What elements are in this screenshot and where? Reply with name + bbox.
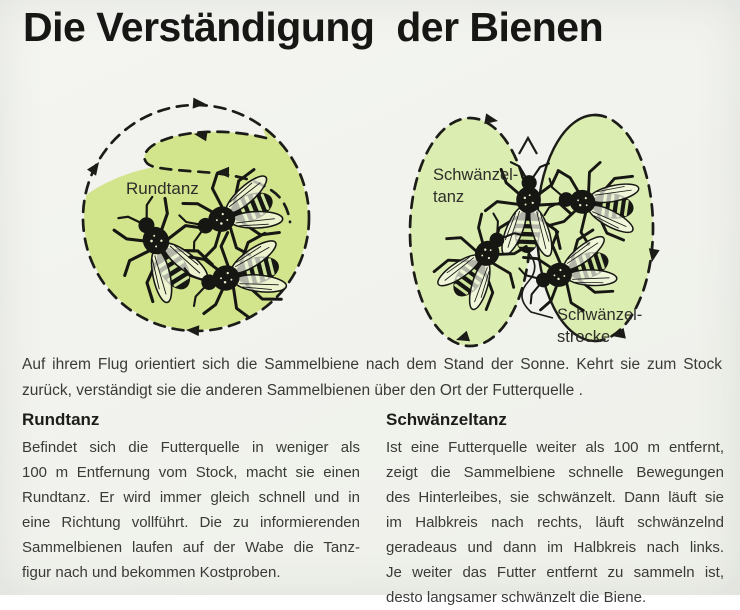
round-dance-label: Rundtanz	[126, 179, 199, 198]
text-line: geradeaus und dann im Halbkreis nach links.	[386, 539, 724, 556]
text-line: im Halbkreis nach rechts, läuft schwänzelnd	[386, 514, 724, 531]
waggle-dance-diagram	[406, 104, 662, 350]
text-line: Befindet sich die Futterquelle in weniger als	[22, 439, 360, 456]
waggle-dance-label: Schwänzel-	[433, 166, 519, 184]
waggle-run-label: strecke	[557, 328, 611, 346]
text-line: zeigt die Sammelbiene schnelle Bewegungen	[386, 464, 724, 481]
section-body	[22, 435, 360, 585]
waggle-run-label: Schwänzel-	[557, 306, 643, 324]
explanation-columns	[22, 410, 724, 610]
section-body	[386, 435, 724, 610]
text-line: eine Richtung vollführt. Die zu informierenden	[22, 514, 360, 531]
text-line: Je weiter das Futter entfernt zu sammeln ist,	[386, 564, 724, 581]
waggle-dance-label: tanz	[433, 188, 465, 206]
direction-arrow-icon	[519, 138, 537, 154]
intro-paragraph	[22, 352, 722, 404]
text-line: Ist eine Futterquelle weiter als 100 m entfernt,	[386, 439, 724, 456]
section-heading: Rundtanz	[22, 410, 100, 429]
section-heading: Schwänzeltanz	[386, 410, 507, 429]
text-line: Rundtanz. Er wird immer gleich schnell und in	[22, 489, 360, 506]
section-rundtanz	[22, 410, 360, 610]
text-line: Auf ihrem Flug orientiert sich die Sammelbiene nach dem Stand der Sonne. Kehrt sie zum Stock	[22, 356, 722, 373]
text-line: Sammelbienen laufen auf der Wabe die Tanz-	[22, 539, 360, 556]
text-line: figur nach und bekommen Kostproben.	[22, 564, 281, 581]
page-title: Die Verständigung der Bienen	[23, 4, 604, 50]
text-line: des Hinterleibes, sie schwänzelt. Dann läuft sie	[386, 489, 724, 506]
section-schwaenzeltanz	[386, 410, 724, 610]
round-dance-diagram	[66, 90, 326, 342]
text-line: zurück, verständigt sie die anderen Sammelbienen über den Ort der Futterquelle .	[22, 382, 583, 399]
text-line: desto langsamer schwänzelt die Biene.	[386, 589, 647, 606]
text-line: 100 m Entfernung vom Stock, macht sie einen	[22, 464, 360, 481]
